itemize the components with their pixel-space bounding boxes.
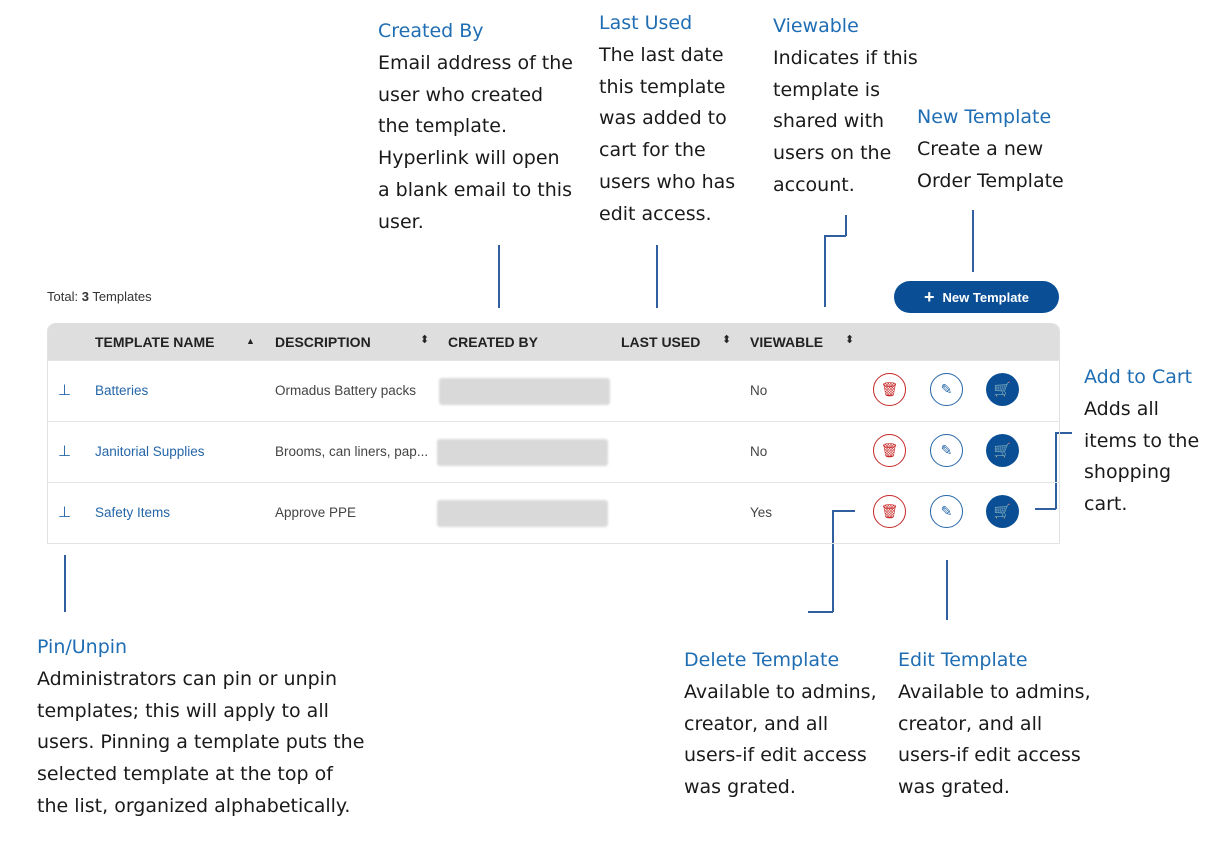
callout-line: users on the xyxy=(773,142,892,165)
table-row xyxy=(48,482,1059,544)
callout-line: selected template at the top of xyxy=(37,763,333,786)
plus-icon: + xyxy=(924,286,935,307)
template-total xyxy=(47,289,152,304)
callout-title: Edit Template xyxy=(898,649,1028,671)
template-description: Ormadus Battery packs xyxy=(275,383,417,398)
pin-icon[interactable]: ⊥ xyxy=(58,382,72,399)
cart-icon: 🛒 xyxy=(993,503,1012,519)
callout-viewable xyxy=(773,11,918,202)
callout-line: edit access. xyxy=(599,202,712,225)
callout-line: Administrators can pin or unpin xyxy=(37,667,337,690)
viewable-value: Yes xyxy=(750,505,773,520)
callout-line: cart for the xyxy=(599,139,706,162)
callout-title: Pin/Unpin xyxy=(37,636,128,658)
leader-line xyxy=(824,235,846,237)
callout-line: the list, organized alphabetically. xyxy=(37,794,351,817)
template-name-link[interactable]: Janitorial Supplies xyxy=(95,444,205,459)
callout-line: this template xyxy=(599,75,726,98)
callout-line: user. xyxy=(378,210,424,233)
callout-line: Adds all xyxy=(1084,397,1159,420)
new-template-button[interactable] xyxy=(894,281,1059,313)
callout-line: users-if edit access xyxy=(898,744,1081,767)
add-to-cart-button[interactable] xyxy=(986,373,1019,406)
callout-line: account. xyxy=(773,173,855,196)
total-suffix: Templates xyxy=(92,289,152,304)
table-row xyxy=(48,360,1059,422)
callout-line: users who has xyxy=(599,170,736,193)
callout-line: creator, and all xyxy=(684,712,829,735)
callout-title: Delete Template xyxy=(684,649,840,671)
sort-icon[interactable]: ⬍ xyxy=(420,334,430,346)
leader-line xyxy=(972,210,974,272)
cart-icon: 🛒 xyxy=(993,442,1012,458)
sort-icon[interactable]: ⬍ xyxy=(722,334,732,346)
callout-line: was added to xyxy=(599,107,727,130)
delete-button[interactable] xyxy=(873,495,906,528)
callout-title: Add to Cart xyxy=(1084,366,1193,388)
callout-line: was grated. xyxy=(898,776,1010,799)
edit-button[interactable] xyxy=(930,434,963,467)
add-to-cart-button[interactable] xyxy=(986,495,1019,528)
callout-line: a blank email to this xyxy=(378,178,572,201)
callout-line: cart. xyxy=(1084,493,1128,516)
pin-icon[interactable]: ⊥ xyxy=(58,443,72,460)
callout-line: Available to admins, xyxy=(898,680,1091,703)
callout-title: Created By xyxy=(378,20,484,42)
template-description: Brooms, can liners, pap... xyxy=(275,444,429,459)
callout-line: The last date xyxy=(599,43,724,66)
callout-line: Available to admins, xyxy=(684,680,877,703)
created-by-redacted xyxy=(437,500,608,527)
created-by-redacted xyxy=(439,378,610,405)
leader-line xyxy=(656,245,658,308)
header-viewable[interactable]: VIEWABLE xyxy=(750,334,824,350)
sort-icon[interactable]: ⬍ xyxy=(845,334,855,346)
delete-button[interactable] xyxy=(873,373,906,406)
callout-line: Create a new xyxy=(917,137,1044,160)
trash-icon: 🗑 xyxy=(880,381,899,397)
new-template-label: New Template xyxy=(942,289,1029,305)
header-description[interactable]: DESCRIPTION xyxy=(275,334,371,350)
callout-line: templates; this will apply to all xyxy=(37,699,329,722)
callout-created-by xyxy=(378,16,573,239)
viewable-value: No xyxy=(750,383,768,398)
leader-line xyxy=(824,235,826,307)
callout-line: was grated. xyxy=(684,776,796,799)
callout-pin xyxy=(37,632,364,823)
header-template-name[interactable]: TEMPLATE NAME xyxy=(95,334,215,350)
edit-button[interactable] xyxy=(930,495,963,528)
template-name-link[interactable]: Batteries xyxy=(95,383,149,398)
sort-asc-icon[interactable]: ▲ xyxy=(246,336,255,346)
callout-line: Order Template xyxy=(917,169,1064,192)
callout-title: Last Used xyxy=(599,12,693,34)
callout-line: shared with xyxy=(773,110,885,133)
trash-icon: 🗑 xyxy=(880,442,899,458)
leader-line xyxy=(498,245,500,308)
callout-line: users-if edit access xyxy=(684,744,867,767)
header-last-used[interactable]: LAST USED xyxy=(621,334,701,350)
callout-last-used xyxy=(599,8,735,231)
templates-table xyxy=(47,323,1060,544)
callout-edit xyxy=(898,645,1091,804)
callout-line: user who created xyxy=(378,83,544,106)
callout-delete xyxy=(684,645,877,804)
callout-line: shopping xyxy=(1084,461,1172,484)
template-name-link[interactable]: Safety Items xyxy=(95,505,171,520)
leader-line xyxy=(946,560,948,620)
edit-button[interactable] xyxy=(930,373,963,406)
callout-line: template is xyxy=(773,78,880,101)
callout-title: Viewable xyxy=(773,15,859,37)
callout-line: Hyperlink will open xyxy=(378,147,560,170)
total-label: Total: xyxy=(47,289,79,304)
trash-icon: 🗑 xyxy=(880,503,899,519)
created-by-redacted xyxy=(437,439,608,466)
template-description: Approve PPE xyxy=(275,505,357,520)
leader-line xyxy=(64,555,66,612)
delete-button[interactable] xyxy=(873,434,906,467)
cart-icon: 🛒 xyxy=(993,381,1012,397)
total-count: 3 xyxy=(81,289,89,304)
callout-line: users. Pinning a template puts the xyxy=(37,731,365,754)
leader-line xyxy=(845,215,847,236)
table-header xyxy=(48,323,1059,360)
callout-line: Indicates if this xyxy=(773,46,918,69)
edit-icon: ✎ xyxy=(940,442,953,458)
callout-add-to-cart xyxy=(1084,362,1199,521)
pin-icon[interactable]: ⊥ xyxy=(58,504,72,521)
callout-line: creator, and all xyxy=(898,712,1043,735)
callout-line: Email address of the xyxy=(378,51,573,74)
leader-line xyxy=(808,611,833,613)
viewable-value: No xyxy=(750,444,768,459)
callout-new-template xyxy=(917,102,1064,197)
callout-title: New Template xyxy=(917,106,1052,128)
table-row xyxy=(48,421,1059,483)
edit-icon: ✎ xyxy=(940,503,953,519)
callout-line: items to the xyxy=(1084,429,1200,452)
header-created-by: CREATED BY xyxy=(448,334,538,350)
add-to-cart-button[interactable] xyxy=(986,434,1019,467)
callout-line: the template. xyxy=(378,115,508,138)
edit-icon: ✎ xyxy=(940,381,953,397)
